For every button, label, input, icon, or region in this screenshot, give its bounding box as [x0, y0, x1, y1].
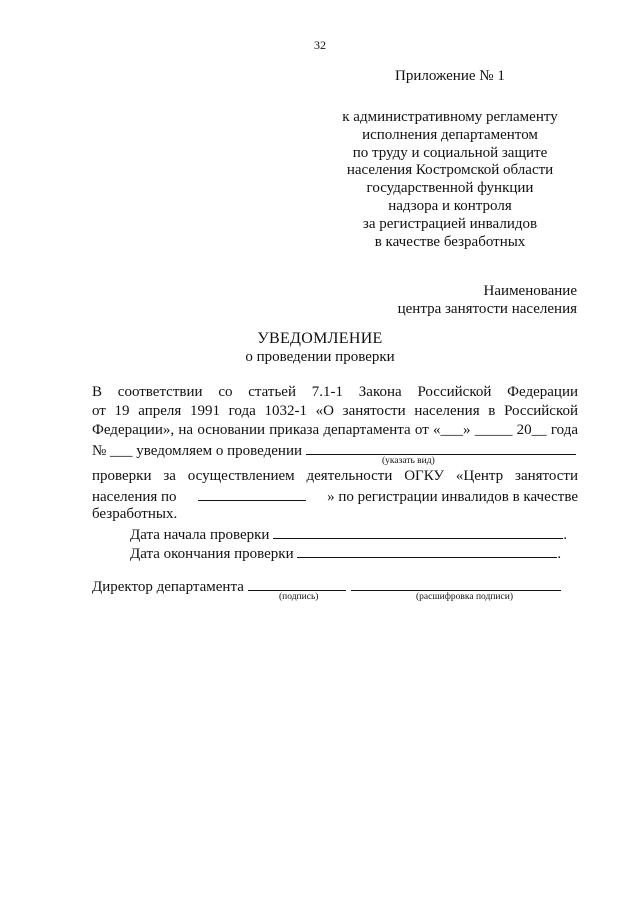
center-name-block: [398, 282, 577, 318]
appendix-desc-line: за регистрацией инвалидов: [362, 215, 538, 232]
body-line-3: Федерации», на основании приказа департамента от «___» _____ 20__ года: [92, 422, 578, 438]
appendix-desc-line: к административному регламенту: [342, 109, 558, 125]
start-date-label: Дата начала проверки: [130, 527, 270, 543]
center-name-line: центра занятости населения: [397, 301, 577, 317]
signature-decoding-field[interactable]: [351, 577, 561, 591]
body-line-4-text: № ___ уведомляем о проведении: [92, 443, 302, 459]
body-line-5: проверки за осуществлением деятельности ОГКУ «Центр занятости: [92, 468, 578, 484]
end-date-row: Дата окончания проверки .: [130, 546, 562, 562]
appendix-desc-line: в качестве безработных: [374, 233, 526, 250]
body-line-1: В соответствии со статьей 7.1-1 Закона Российской Федерации: [92, 384, 578, 400]
body-line-7: безработных.: [92, 506, 178, 522]
start-date-row: Дата начала проверки .: [130, 527, 567, 543]
director-label: Директор департамента: [92, 579, 244, 595]
inspection-type-field[interactable]: [306, 441, 576, 455]
decoding-hint: (расшифровка подписи): [416, 592, 513, 602]
notice-title: УВЕДОМЛЕНИЕ: [257, 330, 383, 347]
end-date-field[interactable]: [297, 544, 557, 558]
registration-field[interactable]: [198, 487, 306, 501]
start-date-field[interactable]: [273, 525, 563, 539]
appendix-description: [290, 109, 610, 251]
page-number: 32: [314, 38, 326, 52]
body-line-2: от 19 апреля 1991 года 1032-1 «О занятости населения в Российской: [92, 403, 578, 419]
body-line-4: [92, 441, 578, 460]
appendix-desc-line: надзора и контроля: [388, 197, 512, 214]
end-date-label: Дата окончания проверки: [130, 546, 294, 562]
center-name-line: Наименование: [483, 283, 577, 299]
body-line-6: [92, 487, 578, 506]
body-line-6-prefix: населения по: [92, 489, 177, 505]
body-line-6-suffix: » по регистрации инвалидов в качестве: [327, 489, 578, 505]
specify-type-hint: (указать вид): [382, 456, 435, 466]
appendix-desc-line: государственной функции: [366, 180, 534, 197]
appendix-desc-line: населения Костромской области: [346, 162, 554, 179]
appendix-desc-line: исполнения департаментом: [362, 126, 538, 143]
appendix-title: Приложение № 1: [395, 68, 505, 84]
notice-subtitle: о проведении проверки: [245, 349, 395, 365]
appendix-desc-line: по труду и социальной защите: [352, 144, 548, 161]
signature-hint: (подпись): [279, 592, 319, 602]
signature-field[interactable]: [248, 577, 346, 591]
